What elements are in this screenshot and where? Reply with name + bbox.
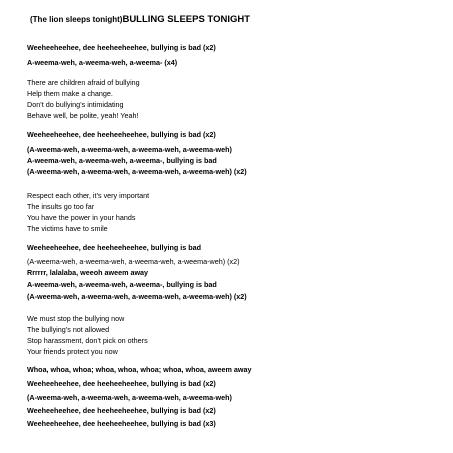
lyric-line: Whoa, whoa, whoa; whoa, whoa, whoa; whoa, whoa, aweem away	[27, 365, 252, 374]
lyric-line: (A-weema-weh, a-weema-weh, a-weema-weh, a-weema-weh)	[27, 393, 232, 402]
lyric-line: (A-weema-weh, a-weema-weh, a-weema-weh, a-weema-weh) (x2)	[27, 257, 240, 266]
lyric-line: A-weema-weh, a-weema-weh, a-weema-, bullying is bad	[27, 156, 217, 165]
lyric-line: A-weema-weh, a-weema-weh, a-weema- (x4)	[27, 58, 178, 67]
lyric-line: Help them make a change.	[27, 89, 113, 98]
title-main: BULLING SLEEPS TONIGHT	[122, 14, 251, 25]
lyric-line: Weeheeheehee, dee heeheeheehee, bullying is bad (x2)	[27, 379, 216, 388]
lyric-line: Rrrrrr, lalalaba, weeoh aweem away	[27, 268, 149, 277]
lyric-line: A-weema-weh, a-weema-weh, a-weema-, bullying is bad	[27, 280, 217, 289]
lyric-line: Weeheeheehee, dee heeheeheehee, bullying is bad	[27, 243, 202, 252]
lyric-line: There are children afraid of bullying	[27, 78, 140, 87]
lyric-line: You have the power in your hands	[27, 213, 136, 222]
song-title	[30, 14, 250, 25]
lyric-line: Respect each other, it’s very important	[27, 191, 150, 200]
lyric-line: (A-weema-weh, a-weema-weh, a-weema-weh, a-weema-weh)	[27, 145, 232, 154]
lyric-line: Weeheeheehee, dee heeheeheehee, bullying is bad (x2)	[27, 406, 216, 415]
lyric-line: (A-weema-weh, a-weema-weh, a-weema-weh, a-weema-weh) (x2)	[27, 167, 247, 176]
lyric-line: The victims have to smile	[27, 224, 108, 233]
lyric-line: Behave well, be polite, yeah! Yeah!	[27, 111, 139, 120]
lyric-line: Weeheeheehee, dee heeheeheehee, bullying is bad (x3)	[27, 419, 216, 428]
lyric-line: The bullying’s not allowed	[27, 325, 110, 334]
lyric-line: Don’t do bullying’s intimidating	[27, 100, 124, 109]
lyric-line: Your friends protect you now	[27, 347, 118, 356]
lyric-line: Weeheeheehee, dee heeheeheehee, bullying is bad (x2)	[27, 43, 216, 52]
lyric-line: (A-weema-weh, a-weema-weh, a-weema-weh, a-weema-weh) (x2)	[27, 292, 247, 301]
lyric-line: The insults go too far	[27, 202, 95, 211]
lyric-line: Stop harassment, don’t pick on others	[27, 336, 148, 345]
title-prefix: (The lion sleeps tonight)	[30, 15, 123, 24]
lyric-line: We must stop the bullying now	[27, 314, 125, 323]
lyric-line: Weeheeheehee, dee heeheeheehee, bullying is bad (x2)	[27, 130, 216, 139]
